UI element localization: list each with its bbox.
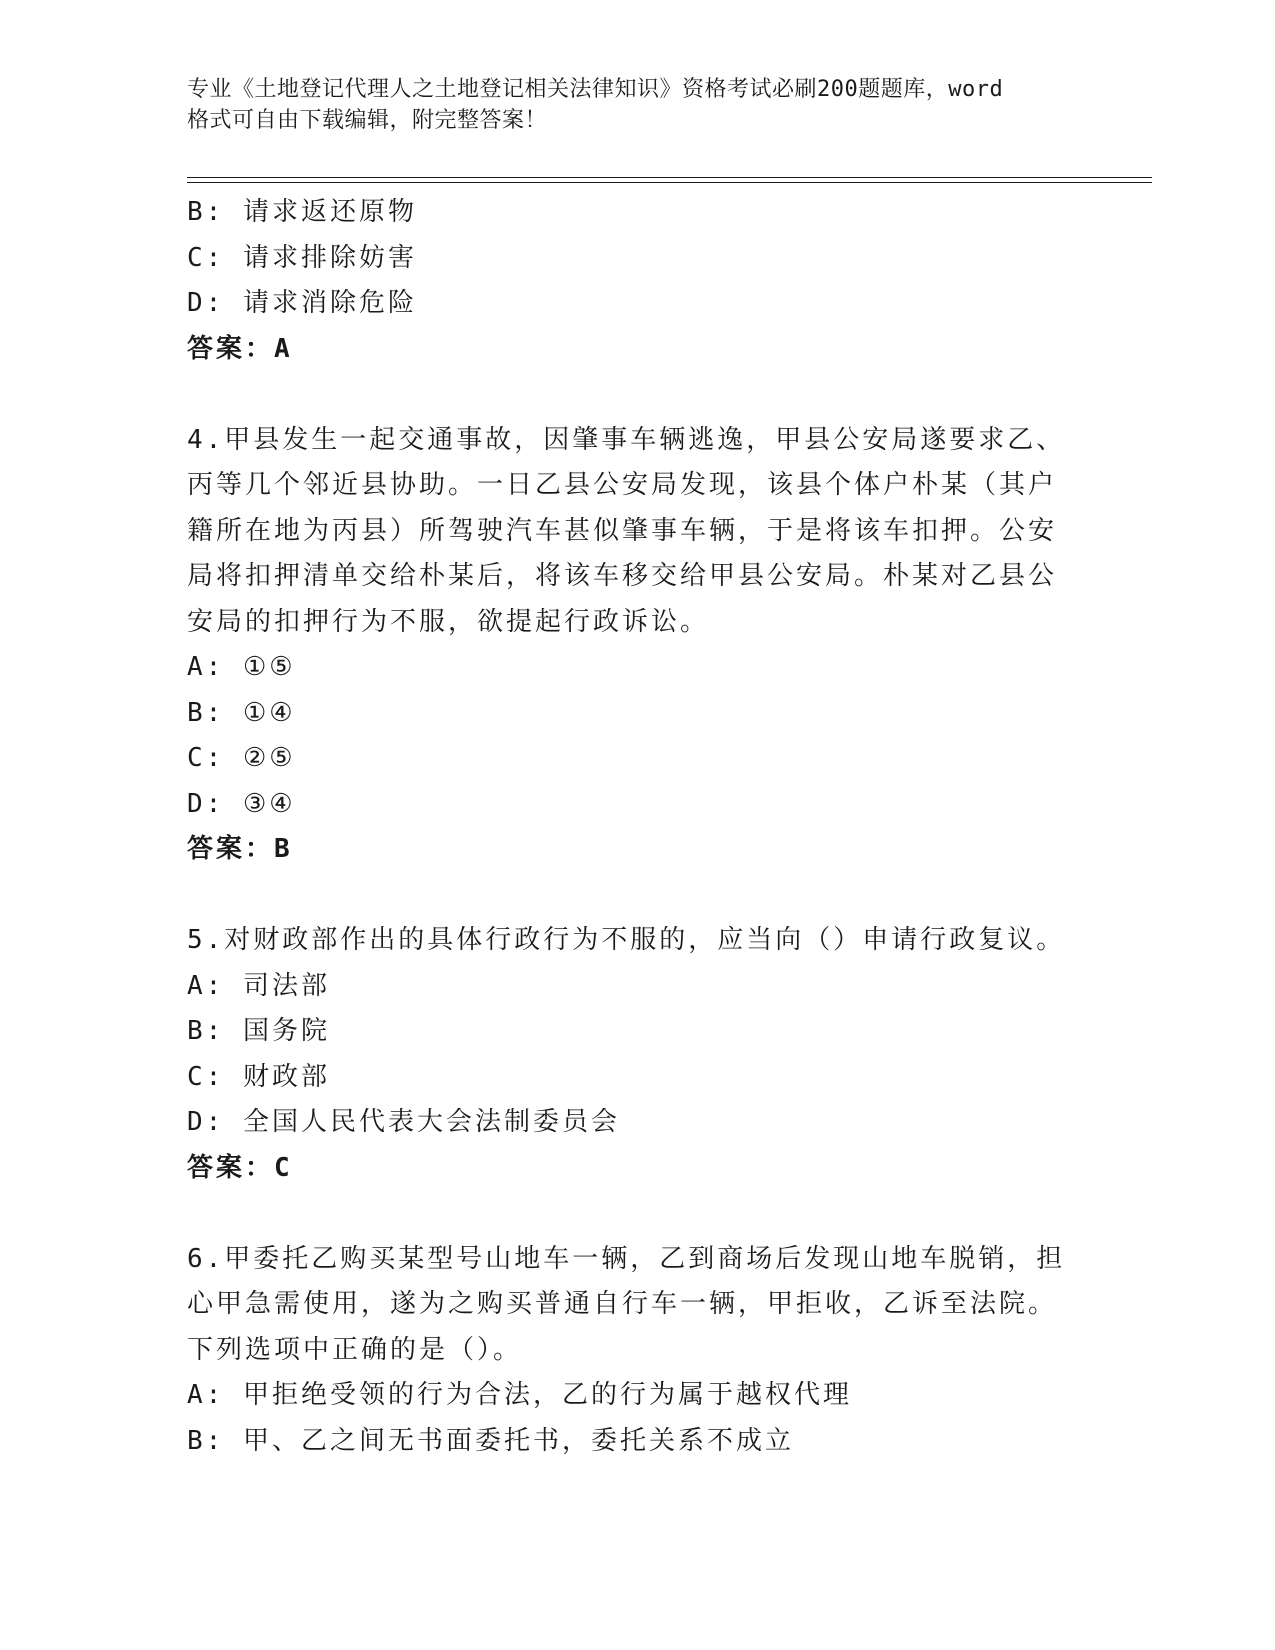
- answer-label: 答案：B: [187, 834, 293, 864]
- header-title-line-2: 格式可自由下载编辑，附完整答案！: [187, 108, 548, 133]
- option-d: D: ③④: [187, 788, 296, 819]
- question-stem-line: 5.对财政部作出的具体行政行为不服的，应当向（）申请行政复议。: [187, 925, 1066, 955]
- option-d: D: 请求消除危险: [187, 288, 417, 318]
- answer-label: 答案：C: [187, 1152, 293, 1183]
- spacer: [187, 1191, 1077, 1237]
- option-b: B: 请求返还原物: [187, 197, 417, 227]
- question-stem-line: 下列选项中正确的是（）。: [187, 1334, 523, 1365]
- option-c: C: 请求排除妨害: [187, 242, 417, 273]
- question-3-tail: [187, 190, 1077, 372]
- question-6: [187, 1237, 1077, 1465]
- document-header: [187, 74, 1087, 136]
- question-stem-line: 心甲急需使用，遂为之购买普通自行车一辆，甲拒收，乙诉至法院。: [187, 1289, 1058, 1319]
- option-a: A: ①⑤: [187, 652, 296, 682]
- spacer: [187, 873, 1077, 919]
- question-stem-line: 6.甲委托乙购买某型号山地车一辆，乙到商场后发现山地车脱销，担: [187, 1243, 1066, 1274]
- spacer: [187, 372, 1077, 418]
- option-b: B: ①④: [187, 697, 296, 728]
- header-divider-bottom: [187, 182, 1152, 183]
- option-a: A: 司法部: [187, 970, 330, 1001]
- header-divider-top: [187, 177, 1152, 178]
- question-stem-line: 局将扣押清单交给朴某后，将该车移交给甲县公安局。朴某对乙县公: [187, 561, 1058, 591]
- option-b: B: 国务院: [187, 1016, 330, 1046]
- option-c: C: 财政部: [187, 1061, 330, 1092]
- question-list: [187, 190, 1077, 1464]
- answer-label: 答案：A: [187, 333, 293, 364]
- question-5: [187, 918, 1077, 1191]
- header-title-line-1: 专业《土地登记代理人之土地登记相关法律知识》资格考试必刷200题题库，word: [187, 77, 1004, 102]
- option-c: C: ②⑤: [187, 743, 296, 773]
- question-stem-line: 籍所在地为丙县）所驾驶汽车甚似肇事车辆，于是将该车扣押。公安: [187, 515, 1058, 546]
- question-stem-line: 丙等几个邻近县协助。一日乙县公安局发现，该县个体户朴某（其户: [187, 470, 1058, 500]
- question-stem-line: 安局的扣押行为不服，欲提起行政诉讼。: [187, 606, 710, 637]
- option-a: A: 甲拒绝受领的行为合法，乙的行为属于越权代理: [187, 1380, 852, 1410]
- question-4: [187, 418, 1077, 873]
- question-stem-line: 4.甲县发生一起交通事故，因肇事车辆逃逸，甲县公安局遂要求乙、: [187, 424, 1066, 455]
- option-d: D: 全国人民代表大会法制委员会: [187, 1107, 620, 1137]
- option-b: B: 甲、乙之间无书面委托书，委托关系不成立: [187, 1425, 794, 1456]
